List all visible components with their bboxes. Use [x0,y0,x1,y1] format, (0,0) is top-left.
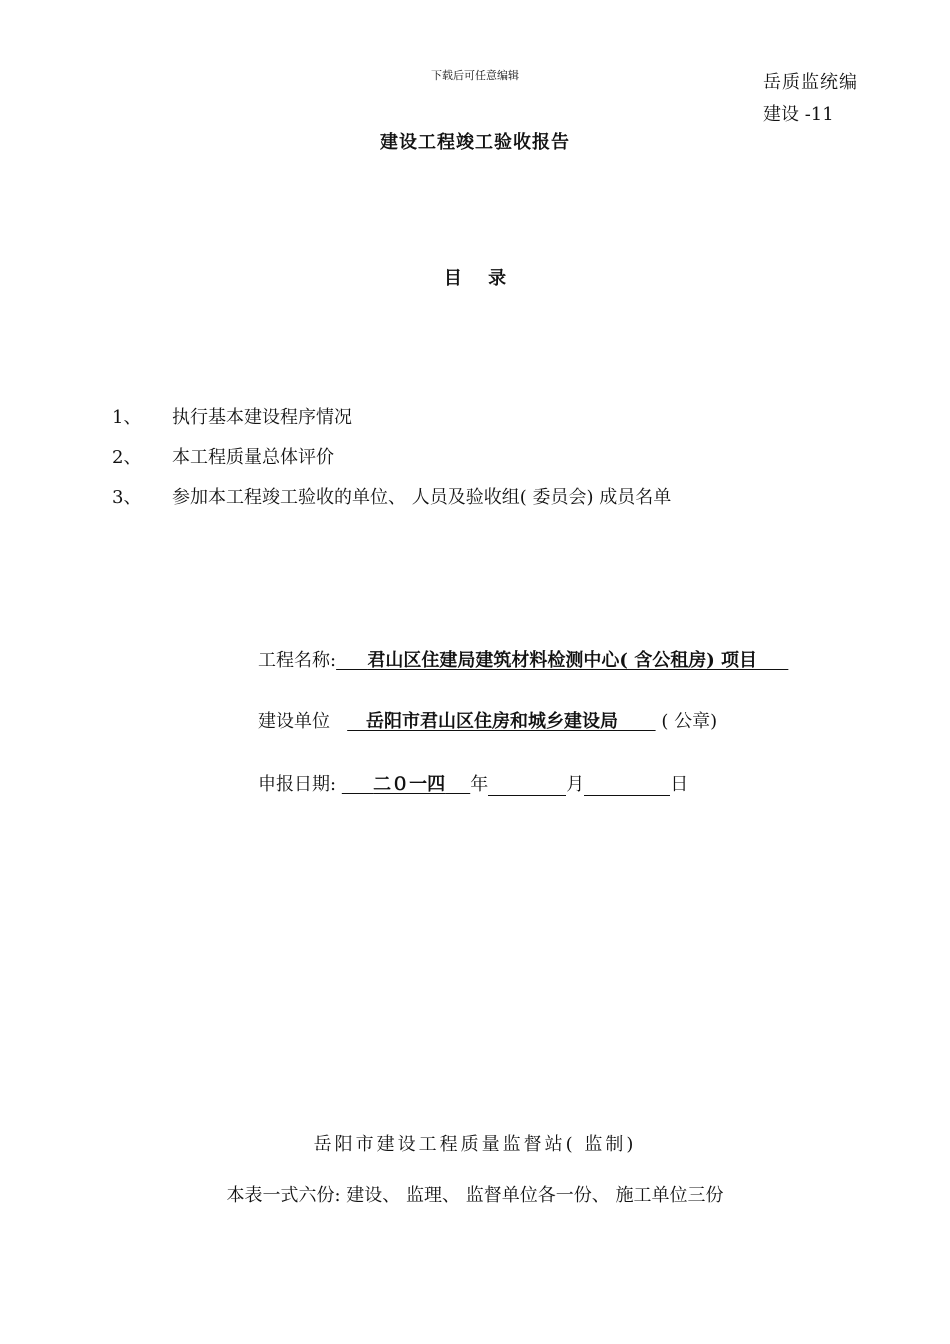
report-date-field [258,770,688,796]
project-name-value: 君山区住建局建筑材料检测中心( 含公租房) 项目 [367,650,757,671]
form-code-line2: 建设 -11 [763,104,834,125]
toc-item [112,403,352,429]
project-name-label: 工程名称: [258,650,337,671]
toc-heading: 目 录 [443,268,517,289]
project-name-field [258,646,788,672]
month-label: 月 [566,774,585,795]
report-title: 建设工程竣工验收报告 [380,132,570,153]
owner-unit-value: 岳阳市君山区住房和城乡建设局 [365,711,618,732]
year-label: 年 [470,774,489,795]
toc-item [112,483,671,509]
official-seal-note: ( 公章) [661,711,718,732]
toc-item [112,443,334,469]
owner-unit-field [258,707,717,733]
report-year-value: 二０一四 [373,774,446,795]
day-label: 日 [670,774,689,795]
form-code-line1: 岳质监统编 [763,72,858,93]
copies-note: 本表一式六份: 建设、 监理、 监督单位各一份、 施工单位三份 [226,1185,724,1206]
month-blank [488,775,566,796]
toc-item-number: 1、 [112,407,142,428]
issuing-authority: 岳阳市建设工程质量监督站( 监制) [313,1134,637,1155]
toc-item-text: 本工程质量总体评价 [172,447,334,468]
toc-item-text: 参加本工程竣工验收的单位、 人员及验收组( 委员会) 成员名单 [172,487,672,508]
owner-unit-label: 建设单位 [258,711,330,732]
toc-item-number: 2、 [112,447,142,468]
download-note: 下载后可任意编辑 [431,69,519,82]
report-date-label: 申报日期: [258,774,337,795]
day-blank [584,775,670,796]
toc-item-text: 执行基本建设程序情况 [172,407,352,428]
toc-item-number: 3、 [112,487,142,508]
